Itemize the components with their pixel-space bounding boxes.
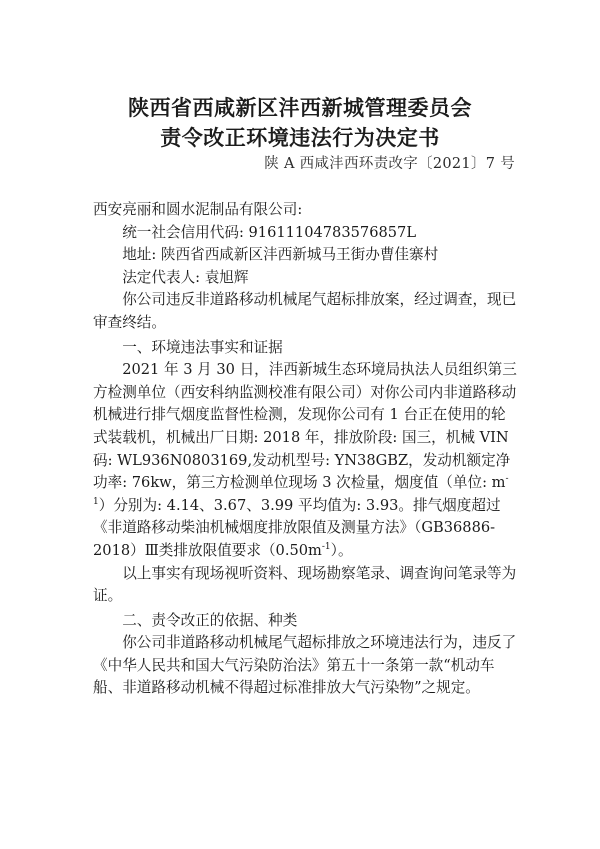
- document-title-line1: 陕西省西咸新区沣西新城管理委员会: [128, 95, 472, 120]
- document-body: [93, 199, 518, 700]
- company-address: 地址: 陕西省西咸新区沣西新城马王街办曹佳寨村: [122, 246, 439, 264]
- facts-text-part1: 2021 年 3 月 30 日，沣西新城生态环境局执法人员组织第三方检测单位（西安科纳监测校准有限公司）对你公司内非道路移动机械进行排气烟度监督性检测，发现你公司有 1 台正在使用的轮式装载机，机械出厂日期: 2018 年，排放阶段: 国三，机械 VIN 码: WL936N0803169,发动机型号: YN38GBZ，发动机额定净功率: 76kw，第三方检测单位现场 3 次检量，烟度值（单位: m: [93, 361, 517, 492]
- document-number: 陕 A 西咸沣西环责改字〔2021〕7 号: [264, 156, 515, 172]
- section2-heading: 二、责令改正的依据、种类: [122, 611, 298, 629]
- facts-text-part3: ）。: [330, 541, 353, 559]
- section2-basis-paragraph: 你公司非道路移动机械尾气超标排放之环境违法行为，违反了《中华人民共和国大气污染防治法》第五十一条第一款“机动车船、非道路移动机械不得超过标准排放大气污染物”之规定。: [93, 634, 517, 697]
- addressee-company: 西安亮丽和圆水泥制品有限公司:: [93, 201, 303, 218]
- legal-representative: 法定代表人: 袁旭辉: [122, 268, 249, 286]
- document-title-line2: 责令改正环境违法行为决定书: [160, 125, 440, 150]
- section1-evidence-paragraph: 以上事实有现场视听资料、现场勘察笔录、调查询问笔录等为证。: [93, 564, 517, 605]
- facts-text-part2: ）分别为: 4.14、3.67、3.99 平均值为: 3.93。排气烟度超过《非道路移动柴油机械烟度排放限值及测量方法》（GB36886-2018）Ⅲ类排放限值要求（0.50m: [93, 496, 501, 559]
- section1-heading: 一、环境违法事实和证据: [122, 338, 283, 356]
- unit-superscript-2: -1: [321, 542, 331, 553]
- credit-code: 统一社会信用代码: 91611104783576857L: [122, 223, 417, 241]
- unit-superscript-1: -1: [93, 474, 509, 507]
- section1-facts-paragraph: [93, 359, 518, 562]
- intro-paragraph: 你公司违反非道路移动机械尾气超标排放案，经过调查，现已审查终结。: [93, 291, 517, 331]
